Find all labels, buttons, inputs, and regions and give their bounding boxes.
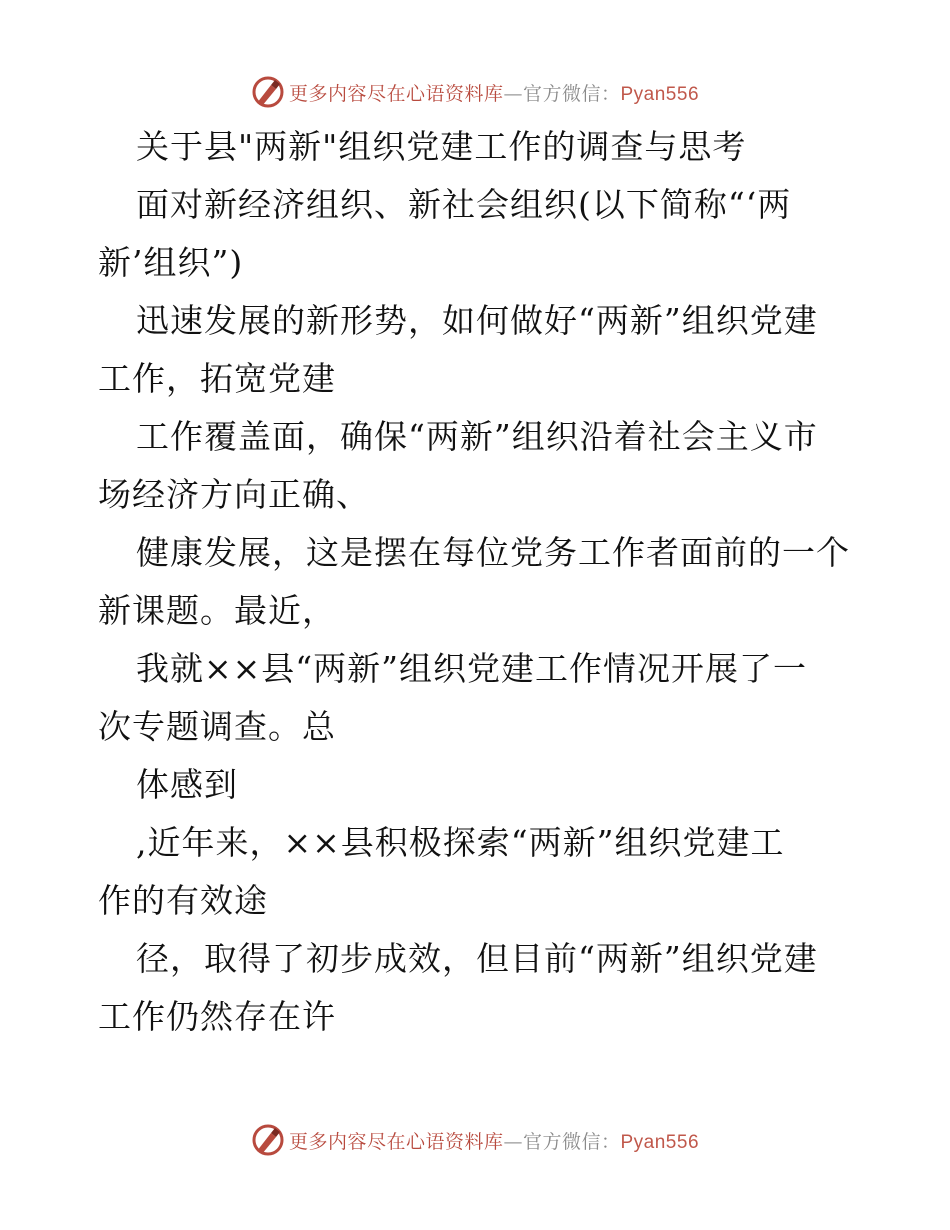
banner-official-label: 官方微信： — [522, 1130, 621, 1153]
document-body — [98, 118, 858, 1046]
paragraph-line: 我就××县“两新”组织党建工作情况开展了一 — [136, 649, 808, 688]
paragraph-line: 健康发展，这是摆在每位党务工作者面前的一个 — [136, 533, 850, 572]
paragraph-line: 迅速发展的新形势，如何做好“两新”组织党建 — [136, 301, 818, 340]
paragraph-line: 次专题调查。总 — [98, 707, 336, 746]
paragraph-line: 径，取得了初步成效，但目前“两新”组织党建 — [136, 939, 818, 978]
pen-logo-icon — [251, 1123, 285, 1157]
banner-main-text: 更多内容尽在心语资料库 — [288, 82, 504, 105]
document-title: 关于县"两新"组织党建工作的调查与思考 — [136, 127, 747, 166]
paragraph-line: 体感到 — [136, 765, 238, 804]
banner-separator: — — [503, 82, 523, 105]
paragraph-line: 工作仍然存在许 — [98, 997, 336, 1036]
footer-banner — [0, 1120, 950, 1160]
header-banner — [0, 72, 950, 112]
header-banner-text — [289, 79, 699, 106]
paragraph-line: 作的有效途 — [98, 881, 268, 920]
banner-main-text: 更多内容尽在心语资料库 — [288, 1130, 504, 1153]
banner-separator: — — [503, 1130, 523, 1153]
banner-wechat-id: Pyan556 — [620, 1131, 700, 1153]
banner-wechat-id: Pyan556 — [620, 83, 700, 105]
paragraph-line: 工作，拓宽党建 — [98, 359, 336, 398]
paragraph-line: 面对新经济组织、新社会组织(以下简称“‘两 — [136, 185, 792, 224]
paragraph-line: 工作覆盖面，确保“两新”组织沿着社会主义市 — [136, 417, 818, 456]
banner-official-label: 官方微信： — [522, 82, 621, 105]
pen-logo-icon — [251, 75, 285, 109]
footer-banner-text — [289, 1127, 699, 1154]
paragraph-line: 新课题。最近， — [98, 591, 336, 630]
paragraph-line: 场经济方向正确、 — [98, 475, 370, 514]
paragraph-line: 新’组织”) — [98, 243, 244, 282]
paragraph-line: ,近年来，××县积极探索“两新”组织党建工 — [136, 823, 785, 862]
